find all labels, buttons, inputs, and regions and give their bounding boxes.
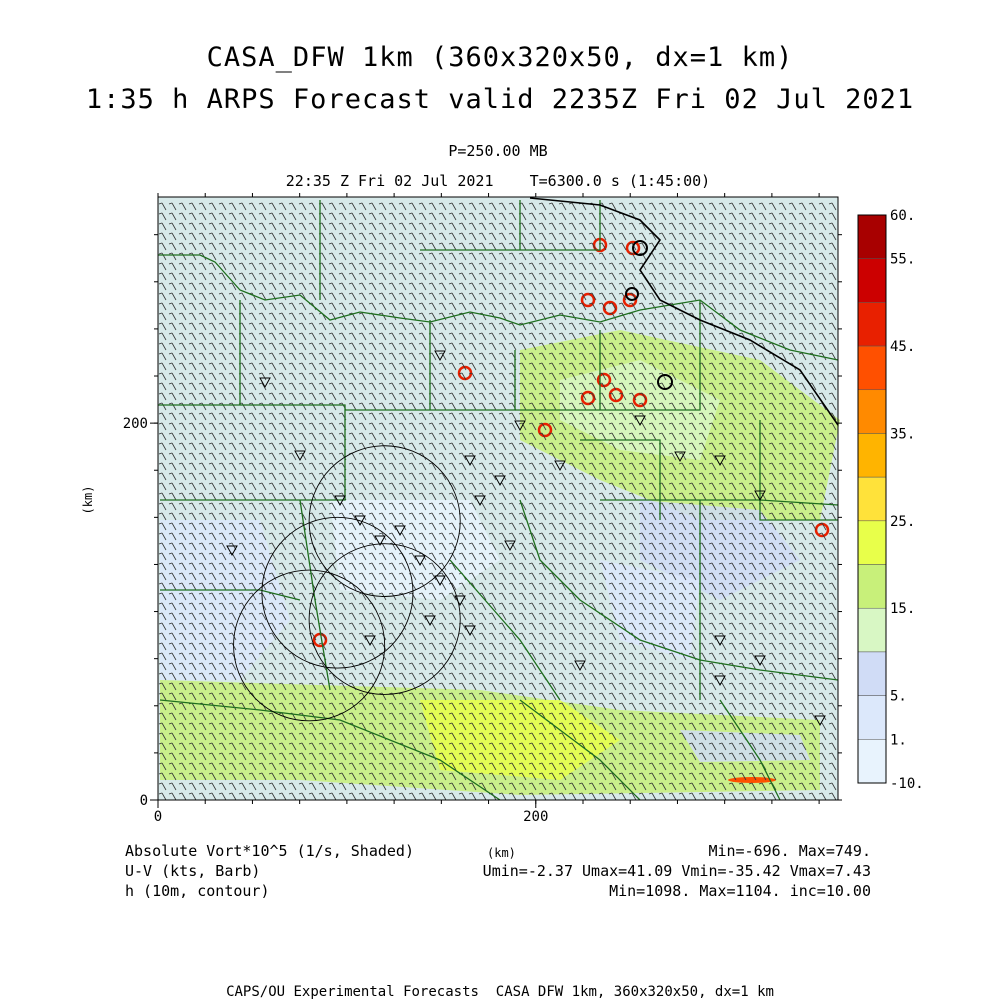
colorbar-label: 15. (890, 601, 916, 618)
height-minmax: Min=1098. Max=1104. inc=10.00 (609, 882, 871, 900)
colorbar-swatch (858, 477, 886, 521)
x-tick-label: 200 (523, 809, 549, 825)
colorbar-swatch (858, 302, 886, 346)
vorticity-shade (680, 730, 810, 762)
vorticity-minmax: Min=-696. Max=749. (708, 842, 871, 860)
colorbar-label: 45. (890, 339, 916, 356)
pressure-level: P=250.00 MB (448, 142, 548, 160)
colorbar-label: 25. (890, 513, 916, 530)
field-label-wind: U-V (kts, Barb) (125, 862, 261, 880)
field-label-vorticity: Absolute Vort*10^5 (1/s, Shaded) (125, 842, 414, 860)
colorbar (858, 208, 924, 792)
credit-line: CAPS/OU Experimental Forecasts CASA DFW 1km, 360x320x50, dx=1 km (226, 984, 774, 1000)
chart-subtitle: 1:35 h ARPS Forecast valid 2235Z Fri 02 Jul 2021 (85, 84, 915, 115)
colorbar-swatch (858, 259, 886, 303)
colorbar-swatch (858, 390, 886, 434)
y-axis-label: (km) (81, 485, 95, 515)
colorbar-swatch (858, 696, 886, 740)
colorbar-swatch (858, 652, 886, 696)
valid-time: 22:35 Z Fri 02 Jul 2021 T=6300.0 s (1:45:00) (285, 172, 711, 190)
x-tick-label: 0 (153, 809, 163, 825)
chart-title: CASA_DFW 1km (360x320x50, dx=1 km) (206, 42, 794, 73)
colorbar-label: 5. (890, 688, 907, 705)
colorbar-swatch (858, 521, 886, 565)
y-tick-label: 0 (139, 793, 148, 809)
colorbar-label: 60. (890, 208, 916, 224)
colorbar-swatch (858, 739, 886, 783)
colorbar-label: 1. (890, 732, 907, 749)
x-axis-label: (km) (487, 846, 516, 860)
colorbar-swatch (858, 346, 886, 390)
colorbar-swatch (858, 215, 886, 259)
colorbar-label: 35. (890, 426, 916, 443)
field-label-height: h (10m, contour) (125, 882, 270, 900)
y-tick-label: 200 (122, 416, 148, 433)
colorbar-label: -10. (890, 776, 924, 792)
colorbar-label: 55. (890, 251, 916, 268)
colorbar-swatch (858, 565, 886, 609)
colorbar-swatch (858, 608, 886, 652)
wind-minmax: Umin=-2.37 Umax=41.09 Vmin=-35.42 Vmax=7.43 (482, 862, 871, 880)
colorbar-swatch (858, 433, 886, 477)
